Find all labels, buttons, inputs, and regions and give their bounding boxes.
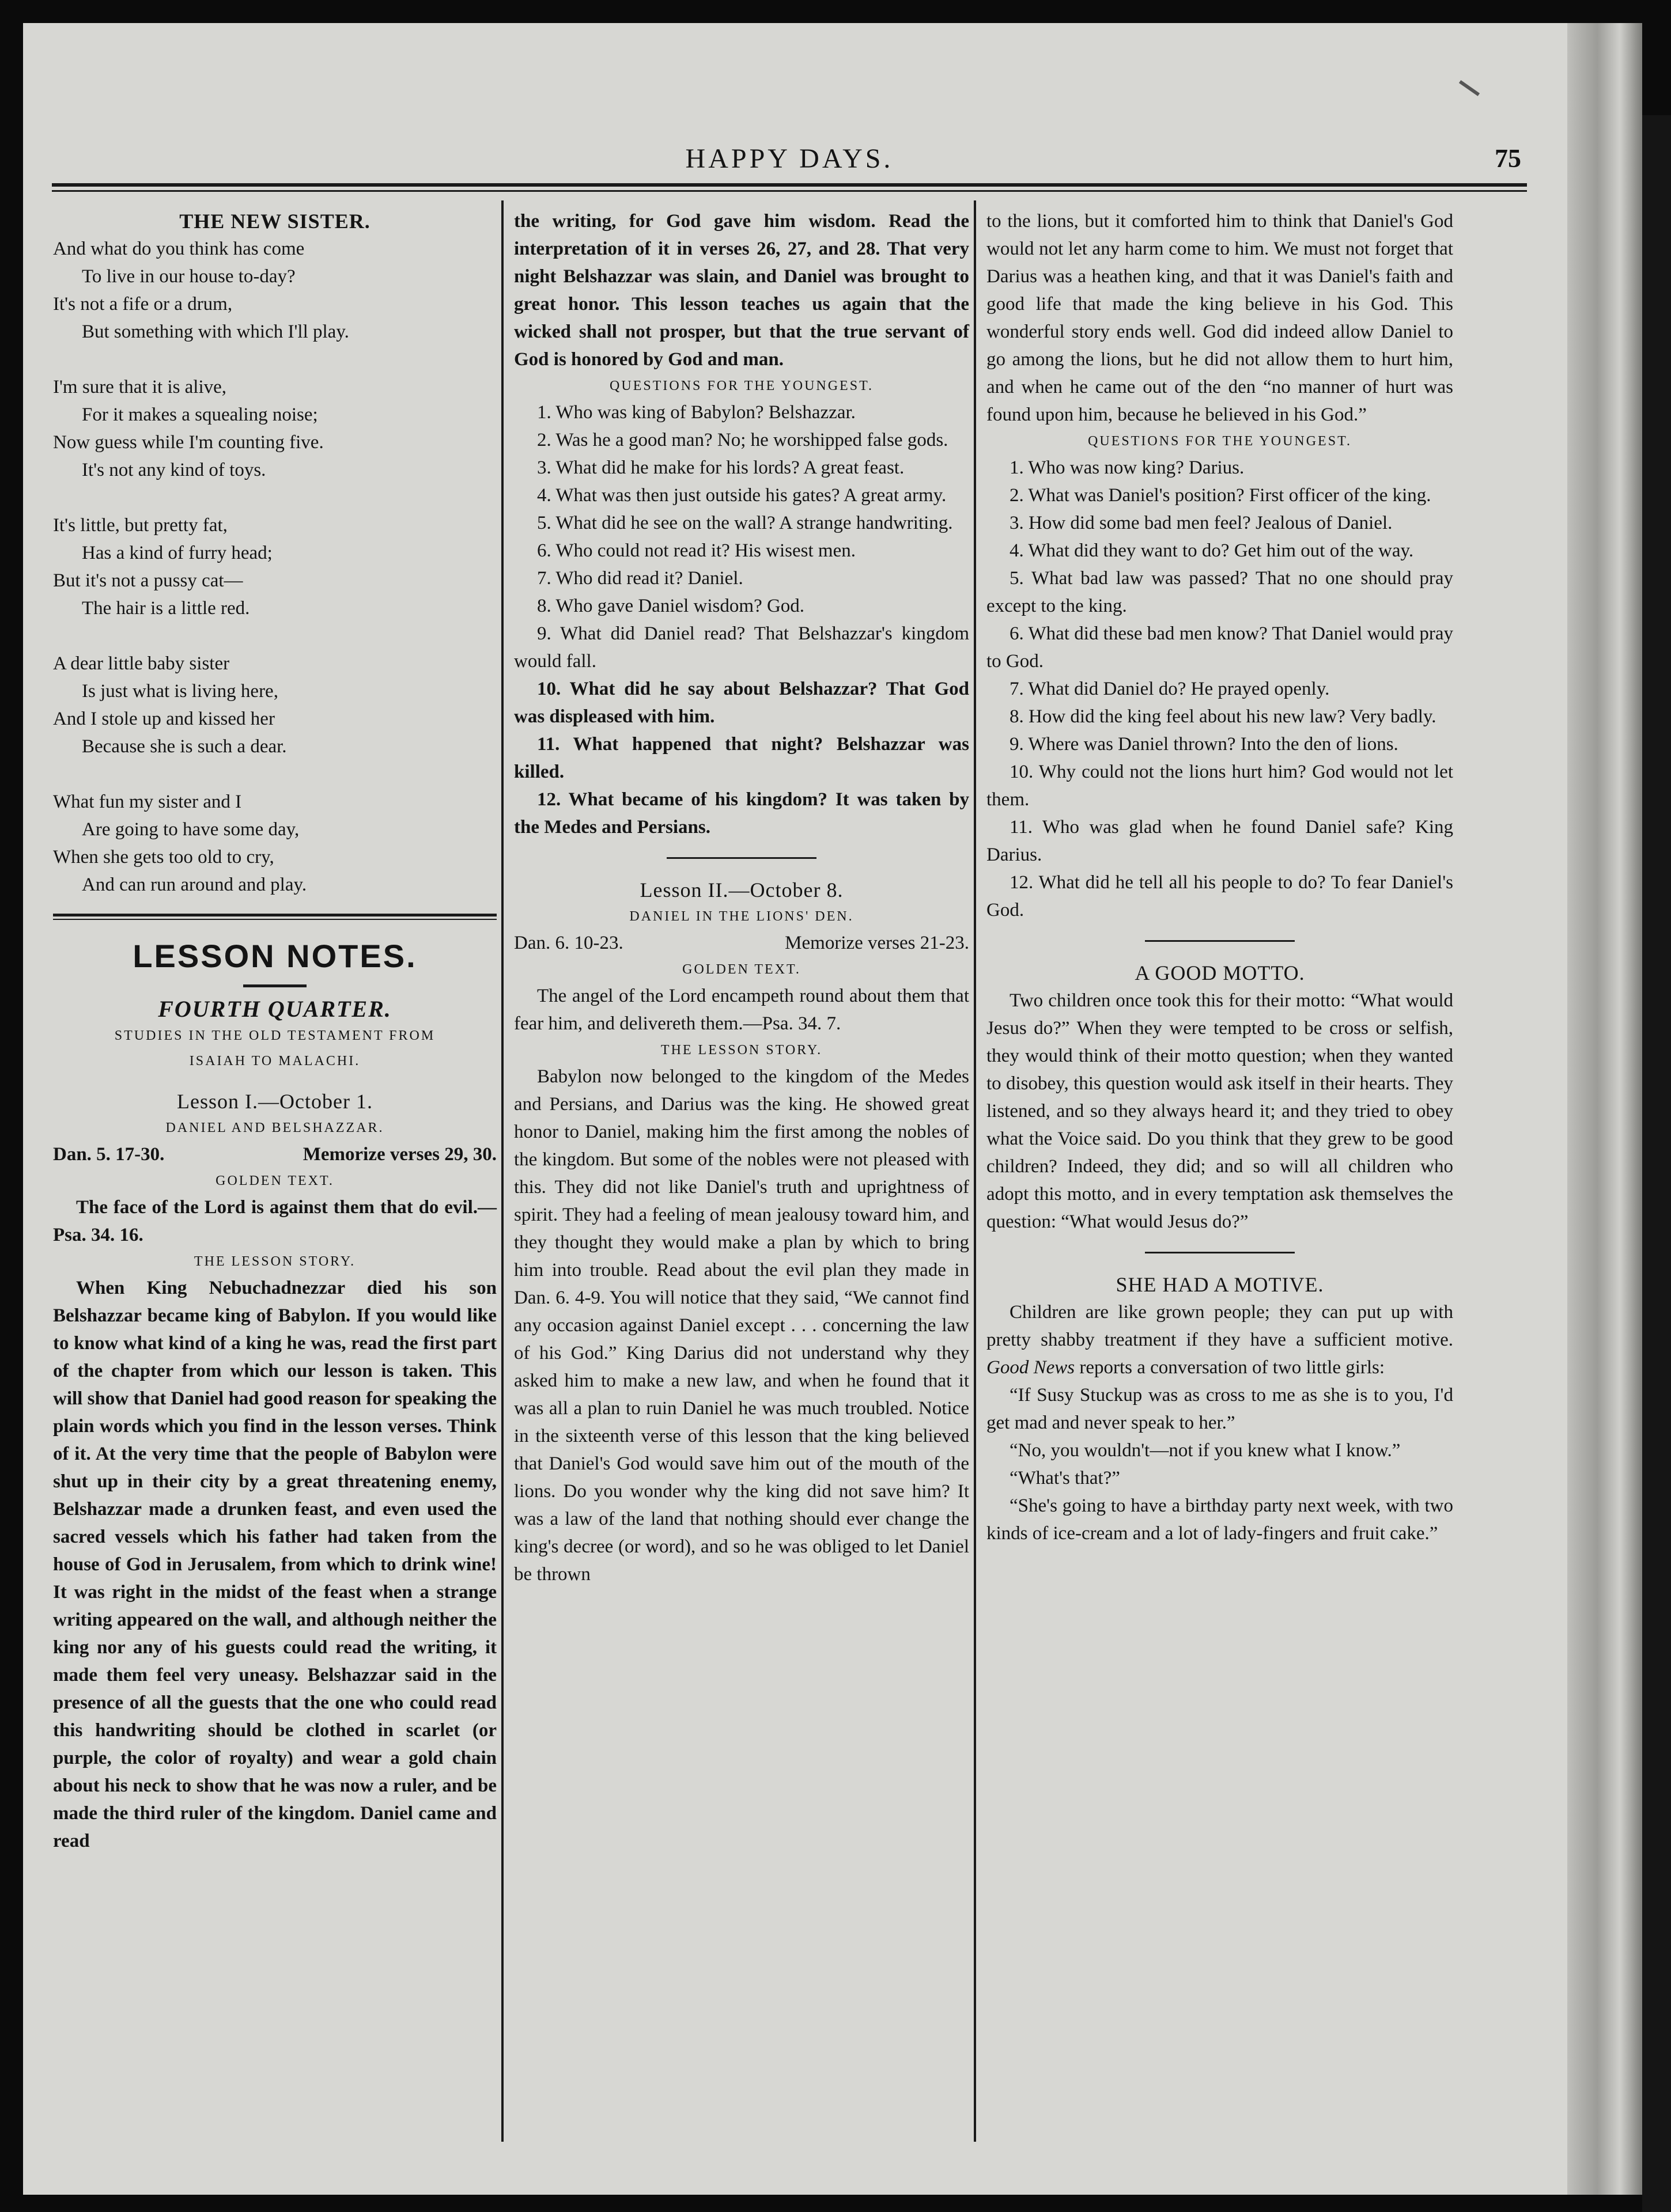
quarter-title: FOURTH QUARTER.: [158, 996, 392, 1022]
poem-line: Is just what is living here,: [82, 681, 278, 702]
header-rule: [52, 183, 1527, 187]
question-item: 10. Why could not the lions hurt him? God would not let them.: [986, 762, 1453, 810]
question-item: 9. Where was Daniel thrown? Into the den of lions.: [1010, 734, 1398, 755]
question-item: 10. What did he say about Belshazzar? That God was displeased with him.: [514, 679, 969, 727]
dialogue-line: “If Susy Stuckup was as cross to me as she is to you, I'd get mad and never speak to her.”: [986, 1385, 1453, 1433]
question-item: 6. Who could not read it? His wisest men.: [537, 540, 856, 561]
section-rule: [667, 857, 816, 859]
question-item: 12. What did he tell all his people to do? To fear Daniel's God.: [986, 872, 1453, 921]
motive-source: Good News: [986, 1357, 1075, 1378]
question-item: 8. Who gave Daniel wisdom? God.: [537, 596, 805, 616]
section-rule-thin: [53, 919, 497, 920]
scanner-border: [1642, 115, 1671, 2212]
question-item: 5. What bad law was passed? That no one should pray except to the king.: [986, 568, 1453, 616]
lesson-1-subtitle: DANIEL AND BELSHAZZAR.: [165, 1120, 384, 1135]
question-item: 3. How did some bad men feel? Jealous of Daniel.: [1010, 513, 1393, 533]
question-item: 4. What did they want to do? Get him out of the way.: [1010, 540, 1414, 561]
poem-line: And what do you think has come: [53, 238, 305, 259]
page-number: 75: [1495, 143, 1521, 173]
question-item: 12. What became of his kingdom? It was taken by the Medes and Persians.: [514, 789, 969, 838]
lesson-1-reference: [53, 1141, 497, 1168]
section-rule: [53, 914, 497, 916]
studies-line: STUDIES IN THE OLD TESTAMENT FROM: [114, 1028, 436, 1043]
question-item: 9. What did Daniel read? That Belshazzar's kingdom would fall.: [514, 623, 969, 672]
motive-title: SHE HAD A MOTIVE.: [1116, 1273, 1324, 1296]
question-item: 7. What did Daniel do? He prayed openly.: [1010, 679, 1330, 699]
dialogue-line: “No, you wouldn't—not if you knew what I know.”: [1010, 1440, 1401, 1461]
poem-line: What fun my sister and I: [53, 791, 242, 812]
poem-line: When she gets too old to cry,: [53, 847, 274, 868]
section-rule: [1145, 1252, 1295, 1253]
lesson-story-label: THE LESSON STORY.: [194, 1254, 356, 1269]
dialogue-line: “What's that?”: [1010, 1468, 1120, 1488]
poem-line: Are going to have some day,: [82, 819, 300, 840]
lesson-2-reference: [514, 929, 969, 957]
scripture-reference: Dan. 5. 17-30.: [53, 1144, 165, 1165]
questions-list: [514, 399, 969, 841]
studies-line: ISAIAH TO MALACHI.: [189, 1054, 361, 1069]
question-item: 11. Who was glad when he found Daniel safe? King Darius.: [986, 817, 1453, 865]
question-item: 1. Who was king of Babylon? Belshazzar.: [537, 402, 856, 423]
section-rule: [1145, 940, 1295, 942]
column-divider-2: [974, 200, 976, 2142]
question-item: 2. Was he a good man? No; he worshipped false gods.: [537, 430, 948, 450]
question-item: 4. What was then just outside his gates? A great army.: [537, 485, 947, 506]
question-item: 3. What did he make for his lords? A great feast.: [537, 457, 905, 478]
lesson-story-continued: to the lions, but it comforted him to think that Daniel's God would not let any harm come to him. We must not forget that Darius was a heathen king, and that it was Daniel's faith and good life that made the king believe in his God. This wonderful story ends well. God did indeed allow Daniel to go among the lions, but he did not allow them to hurt him, and when he came out of the den “no manner of hurt was found upon him, because he believed in his God.”: [986, 211, 1453, 425]
column-2: [514, 207, 969, 1588]
lesson-2-title: Lesson II.—October 8.: [640, 878, 844, 902]
question-item: 5. What did he see on the wall? A strange handwriting.: [537, 513, 953, 533]
title-rule: [243, 984, 307, 987]
golden-text: The face of the Lord is against them that do evil.—Psa. 34. 16.: [53, 1197, 497, 1245]
poem-line: It's little, but pretty fat,: [53, 515, 228, 536]
motive-intro-a: Children are like grown people; they can put up with pretty shabby treatment if they have a sufficient motive.: [986, 1302, 1453, 1350]
poem-line: Because she is such a dear.: [82, 736, 287, 757]
poem-line: For it makes a squealing noise;: [82, 404, 318, 425]
motto-title: A GOOD MOTTO.: [1135, 961, 1305, 984]
question-item: 7. Who did read it? Daniel.: [537, 568, 743, 589]
lesson-story: Babylon now belonged to the kingdom of the Medes and Persians, and Darius was the king. He showed great honor to Daniel, making him the first among the nobles of the kingdom. But some of the nobles were not pleased with this. They did not like Daniel's truth and uprightness of spirit. They had a feeling of mean jealousy toward him, and they thought they would make a plan by which to bring him into trouble. Read about the evil plan they made in Dan. 6. 4-9. You will notice that they said, “We cannot find any occasion against Daniel except . . . concerning the law of his God.” King Darius did not understand why they asked him to make a new law, and when he found that it was all a plan to ruin Daniel he was much troubled. Notice in the sixteenth verse of this lesson that the king believed that Daniel's God would save him out of the mouth of the lions. Do you wonder why the king did not save him? It was a law of the land that nothing should ever change the king's decree (or word), and so he was obliged to let Daniel be thrown: [514, 1066, 969, 1585]
lesson-2-subtitle: DANIEL IN THE LIONS' DEN.: [629, 909, 854, 924]
column-3: [986, 207, 1453, 1547]
header-rule-thin: [52, 190, 1527, 192]
memorize-verses: Memorize verses 29, 30.: [303, 1144, 497, 1165]
publication-title: HAPPY DAYS.: [685, 143, 894, 174]
lesson-story: When King Nebuchadnezzar died his son Belshazzar became king of Babylon. If you would like to know what kind of a king he was, read the first part of the chapter from which our lesson is taken. This will show that Daniel had good reason for speaking the plain words which you find in the lesson verses. Think of it. At the very time that the people of Babylon were shut up in their city by a great threatening enemy, Belshazzar made a drunken feast, and even used the sacred vessels which his father had taken from the house of God in Jerusalem, from which to drink wine! It was right in the midst of the feast when a strange writing appeared on the wall, and although neither the king nor any of his guests could read the writing, it made them feel very uneasy. Belshazzar said in the presence of all the guests that the one who could read this handwriting should be clothed in scarlet (or purple, the color of royalty) and wear a gold chain about his neck to show that he was now a ruler, and be made the third ruler of the kingdom. Daniel came and read: [53, 1278, 497, 1851]
poem-line: It's not a fife or a drum,: [53, 294, 233, 315]
page-edge: [1567, 23, 1642, 2195]
lesson-1-title: Lesson I.—October 1.: [177, 1090, 373, 1113]
poem-line: Now guess while I'm counting five.: [53, 432, 324, 453]
poem-line: The hair is a little red.: [82, 598, 250, 619]
column-divider-1: [501, 200, 504, 2142]
motive-intro: [986, 1298, 1453, 1381]
poem-line: But something with which I'll play.: [82, 321, 349, 342]
poem-title: THE NEW SISTER.: [179, 210, 371, 233]
question-item: 1. Who was now king? Darius.: [1010, 457, 1245, 478]
lesson-story-continued: the writing, for God gave him wisdom. Read the interpretation of it in verses 26, 27, and 28. That very night Belshazzar was slain, and Daniel was brought to great honor. This lesson teaches us again that the wicked shall not prosper, but that the true servant of God is honored by God and man.: [514, 211, 969, 370]
questions-list: [986, 454, 1453, 924]
scripture-reference: Dan. 6. 10-23.: [514, 933, 623, 953]
poem-line: A dear little baby sister: [53, 653, 230, 674]
dialogue-line: “She's going to have a birthday party next week, with two kinds of ice-cream and a lot of lady-fingers and fruit cake.”: [986, 1495, 1453, 1544]
golden-text: The angel of the Lord encampeth round about them that fear him, and delivereth them.—Psa. 34. 7.: [514, 986, 969, 1034]
questions-label: QUESTIONS FOR THE YOUNGEST.: [1088, 434, 1352, 449]
column-1: [53, 207, 497, 1855]
poem-line: I'm sure that it is alive,: [53, 377, 227, 397]
lesson-notes-title: LESSON NOTES.: [133, 938, 417, 974]
golden-text-label: GOLDEN TEXT.: [216, 1173, 334, 1188]
lesson-story-label: THE LESSON STORY.: [660, 1043, 823, 1058]
golden-text-label: GOLDEN TEXT.: [682, 962, 801, 977]
motto-text: Two children once took this for their motto: “What would Jesus do?” When they were tempted to be cross or selfish, they would think of their motto question; when they wanted to disobey, this question would ask itself in their hearts. They listened, and so they always heard it; and they tried to obey what the Voice said. Do you think that they grew to be good children? Indeed, they did; and so will all children who adopt this motto, and in every temptation ask themselves the question: “What would Jesus do?”: [986, 990, 1453, 1232]
question-item: 11. What happened that night? Belshazzar was killed.: [514, 734, 969, 782]
poem-line: It's not any kind of toys.: [82, 460, 266, 480]
questions-label: QUESTIONS FOR THE YOUNGEST.: [610, 378, 874, 393]
poem-line: Has a kind of furry head;: [82, 543, 273, 563]
question-item: 6. What did these bad men know? That Daniel would pray to God.: [986, 623, 1453, 672]
memorize-verses: Memorize verses 21-23.: [785, 933, 969, 953]
motive-intro-b: reports a conversation of two little girls:: [1079, 1357, 1385, 1378]
question-item: 8. How did the king feel about his new law? Very badly.: [1010, 706, 1436, 727]
poem-line: And I stole up and kissed her: [53, 709, 275, 729]
poem: [53, 235, 497, 899]
poem-line: And can run around and play.: [82, 874, 307, 895]
question-item: 2. What was Daniel's position? First officer of the king.: [1010, 485, 1431, 506]
poem-line: But it's not a pussy cat—: [53, 570, 243, 591]
page-header: [52, 143, 1527, 177]
poem-line: To live in our house to-day?: [82, 266, 296, 287]
